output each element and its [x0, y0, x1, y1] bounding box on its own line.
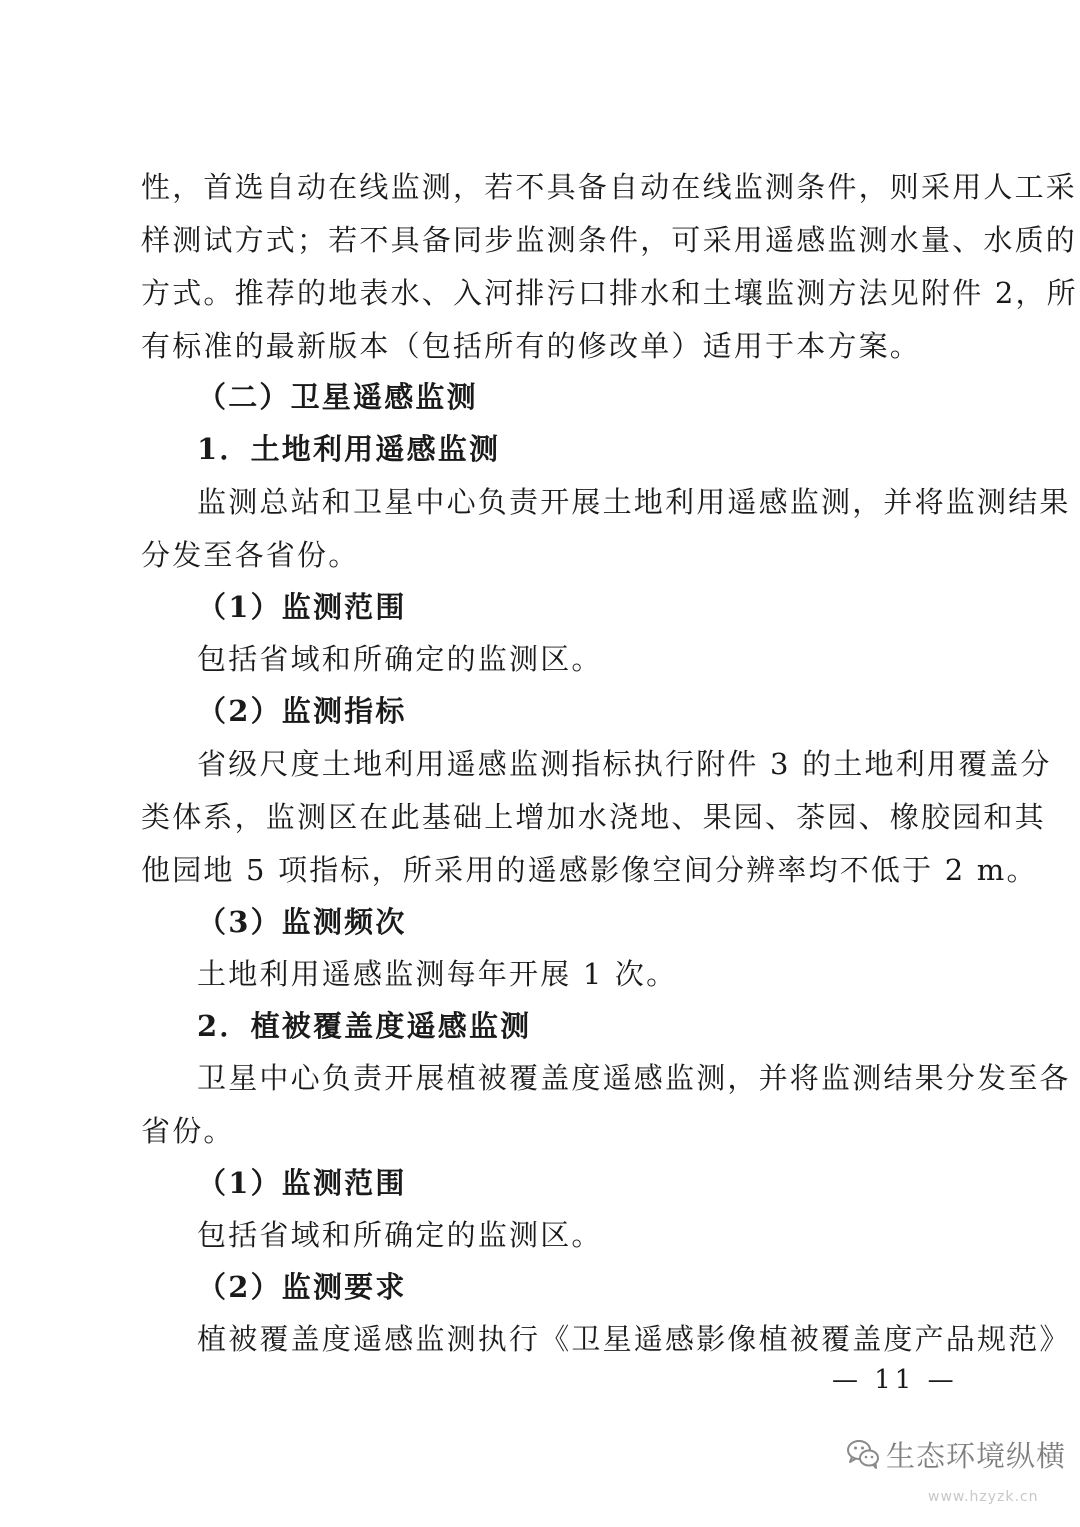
item-heading: （3）监测频次 [197, 905, 407, 939]
paragraph-line: 分发至各省份。 [141, 538, 360, 572]
section-heading: （二）卫星遥感监测 [197, 380, 478, 414]
watermark-url: www.hzyzk.cn [928, 1489, 1039, 1505]
paragraph-line: 卫星中心负责开展植被覆盖度遥感监测，并将监测结果分发至各 [197, 1061, 1071, 1095]
paragraph-line: 包括省域和所确定的监测区。 [197, 1218, 603, 1252]
paragraph-line: 植被覆盖度遥感监测执行《卫星遥感影像植被覆盖度产品规范》 [197, 1322, 1071, 1356]
paragraph-line: 省级尺度土地利用遥感监测指标执行附件 3 的土地利用覆盖分 [197, 747, 1052, 781]
item-heading: （1）监测范围 [197, 590, 407, 624]
paragraph-line: 样测试方式；若不具备同步监测条件，可采用遥感监测水量、水质的 [141, 223, 1078, 257]
page-number: — 11 — [832, 1365, 958, 1395]
paragraph-line: 省份。 [141, 1114, 235, 1148]
paragraph-line: 监测总站和卫星中心负责开展土地利用遥感监测，并将监测结果 [197, 485, 1071, 519]
item-heading: （2）监测指标 [197, 694, 407, 728]
subsection-heading: 1．土地利用遥感监测 [197, 432, 501, 466]
watermark-name: 生态环境纵横 [886, 1438, 1067, 1473]
paragraph-line: 方式。推荐的地表水、入河排污口排水和土壤监测方法见附件 2，所 [141, 276, 1078, 310]
wechat-icon [846, 1438, 880, 1470]
subsection-heading: 2．植被覆盖度遥感监测 [197, 1009, 532, 1043]
item-heading: （1）监测范围 [197, 1166, 407, 1200]
paragraph-line: 类体系，监测区在此基础上增加水浇地、果园、茶园、橡胶园和其 [141, 800, 1046, 834]
paragraph-line: 有标准的最新版本（包括所有的修改单）适用于本方案。 [141, 329, 922, 363]
paragraph-line: 他园地 5 项指标，所采用的遥感影像空间分辨率均不低于 2 m。 [141, 853, 1038, 887]
paragraph-line: 土地利用遥感监测每年开展 1 次。 [197, 957, 678, 991]
paragraph-line: 性，首选自动在线监测，若不具备自动在线监测条件，则采用人工采 [141, 170, 1078, 204]
item-heading: （2）监测要求 [197, 1270, 407, 1304]
watermark [846, 1432, 1066, 1476]
paragraph-line: 包括省域和所确定的监测区。 [197, 642, 603, 676]
